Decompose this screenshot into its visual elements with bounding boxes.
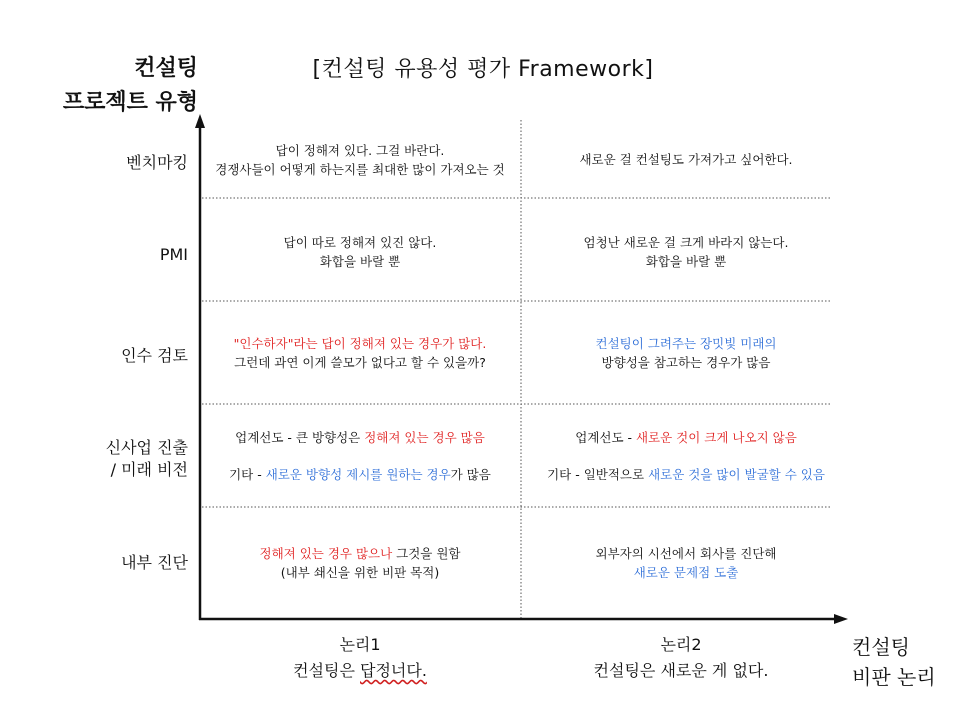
cell-text: 기타 - 일반적으로 bbox=[547, 467, 649, 482]
cell-internal-diagnosis-logic1 bbox=[200, 544, 520, 582]
cell-line-others bbox=[200, 465, 520, 484]
y-axis-title bbox=[30, 52, 198, 120]
cell-acquisition-logic1 bbox=[200, 334, 520, 372]
cell-text: 경쟁사들이 어떻게 하는지를 최대한 많이 가져오는 것 bbox=[215, 162, 505, 177]
row-label-benchmarking: 벤치마킹 bbox=[126, 153, 188, 172]
row-label-acquisition-review: 인수 검토 bbox=[121, 346, 188, 365]
column-label-logic2 bbox=[521, 632, 841, 684]
cell-text: 답이 정해져 있다. 그걸 바란다. bbox=[275, 143, 445, 158]
cell-text: 외부자의 시선에서 회사를 진단해 bbox=[595, 546, 777, 561]
cell-text-highlight-red: "인수하자"라는 답이 정해져 있는 경우가 많다. bbox=[233, 336, 487, 351]
column-label-line1: 논리1 bbox=[339, 635, 381, 654]
cell-text: 화합을 바랄 뿐 bbox=[319, 254, 401, 269]
cell-internal-diagnosis-logic2 bbox=[521, 544, 851, 582]
cell-text: 방향성을 참고하는 경우가 많음 bbox=[601, 355, 771, 370]
x-axis-arrow bbox=[834, 614, 848, 624]
cell-line-industry-leader bbox=[200, 428, 520, 447]
row-label-new-business bbox=[0, 437, 188, 481]
cell-text: 가 많음 bbox=[450, 467, 491, 482]
cell-text: 기타 - bbox=[229, 467, 266, 482]
row-label-pmi: PMI bbox=[159, 245, 188, 264]
cell-text: 그것을 원함 bbox=[392, 546, 461, 561]
cell-benchmarking-logic1 bbox=[200, 141, 520, 179]
cell-text-highlight-red: 정해져 있는 경우 많음 bbox=[364, 430, 485, 445]
cell-text: 그런데 과연 이게 쓸모가 없다고 할 수 있을까? bbox=[234, 355, 486, 370]
row-label-internal-diagnosis: 내부 진단 bbox=[121, 553, 188, 572]
cell-text-highlight-blue: 컨설팅이 그려주는 장밋빛 미래의 bbox=[595, 336, 777, 351]
cell-new-business-logic1 bbox=[200, 428, 520, 484]
y-axis-title-line2: 프로젝트 유형 bbox=[62, 90, 198, 115]
cell-text: 엄청난 새로운 걸 크게 바라지 않는다. bbox=[583, 235, 789, 250]
y-axis-title-line1: 컨설팅 bbox=[134, 56, 198, 81]
cell-text: 새로운 걸 컨설팅도 가져가고 싶어한다. bbox=[579, 152, 793, 167]
cell-text: 화합을 바랄 뿐 bbox=[645, 254, 727, 269]
spellcheck-underlined-text: 답정너다. bbox=[360, 661, 427, 680]
cell-line-others bbox=[521, 465, 851, 484]
cell-line-industry-leader bbox=[521, 428, 851, 447]
cell-acquisition-logic2 bbox=[521, 334, 851, 372]
column-label-line1: 논리2 bbox=[660, 635, 702, 654]
cell-text-highlight-red: 새로운 것이 크게 나오지 않음 bbox=[635, 430, 797, 445]
cell-line bbox=[200, 544, 520, 563]
column-label-line2 bbox=[200, 658, 520, 684]
cell-text-highlight-blue: 새로운 것을 많이 발굴할 수 있음 bbox=[648, 467, 825, 482]
column-label-logic1 bbox=[200, 632, 520, 684]
cell-text: (내부 쇄신을 위한 비판 목적) bbox=[280, 565, 440, 580]
cell-text: 답이 따로 정해져 있진 않다. bbox=[283, 235, 437, 250]
cell-benchmarking-logic2 bbox=[521, 150, 851, 169]
cell-text-highlight-blue: 새로운 문제점 도출 bbox=[633, 565, 739, 580]
row-label-new-business-line1: 신사업 진출 bbox=[105, 438, 188, 457]
cell-text: 업계선도 - bbox=[575, 430, 636, 445]
cell-text-highlight-red: 정해져 있는 경우 많으나 bbox=[259, 546, 393, 561]
cell-pmi-logic1 bbox=[200, 233, 520, 271]
column-label-line2: 컨설팅은 새로운 게 없다. bbox=[593, 661, 769, 680]
cell-pmi-logic2 bbox=[521, 233, 851, 271]
x-axis-title-line2: 비판 논리 bbox=[852, 665, 936, 689]
cell-text-highlight-blue: 새로운 방향성 제시를 원하는 경우 bbox=[265, 467, 451, 482]
column-label-text: 컨설팅은 bbox=[293, 661, 360, 680]
x-axis-title-line1: 컨설팅 bbox=[852, 635, 910, 659]
row-label-new-business-line2: / 미래 비전 bbox=[110, 460, 188, 479]
cell-new-business-logic2 bbox=[521, 428, 851, 484]
x-axis-title bbox=[852, 632, 936, 692]
framework-title: [컨설팅 유용성 평가 Framework] bbox=[312, 57, 654, 82]
cell-text: 업계선도 - 큰 방향성은 bbox=[235, 430, 365, 445]
